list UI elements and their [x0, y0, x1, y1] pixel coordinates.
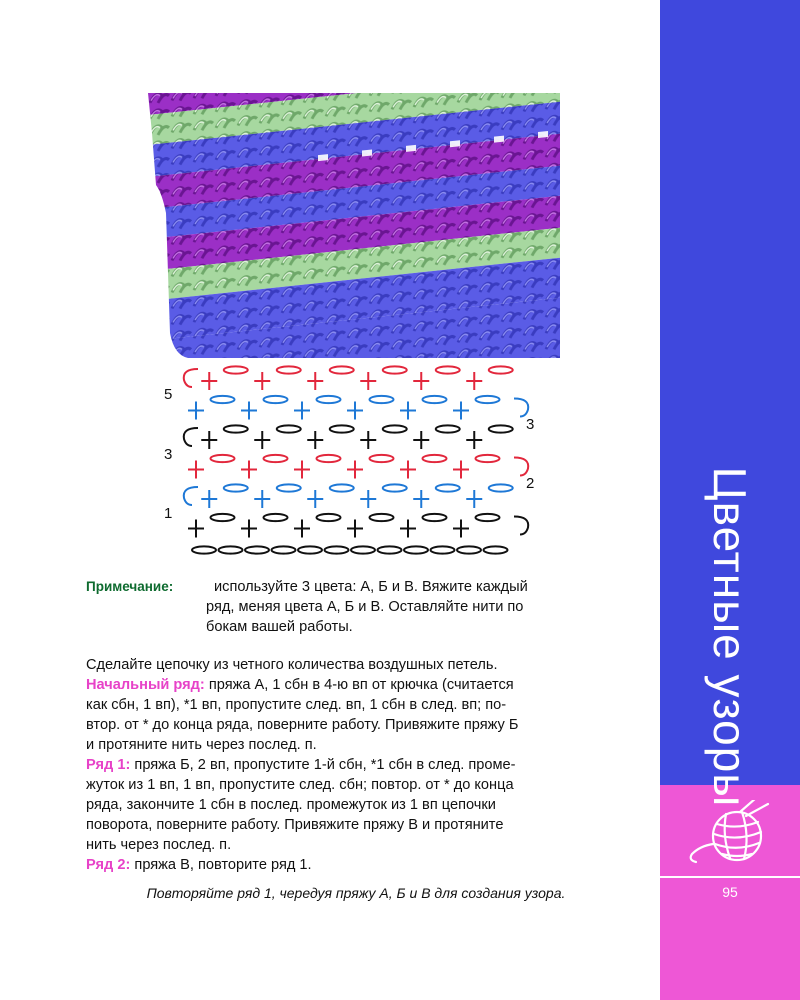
sc-stitch: [360, 490, 376, 508]
chart-label-right-3: 3: [526, 416, 535, 433]
chain-stitch: [264, 514, 288, 521]
sc-stitch: [201, 490, 217, 508]
sc-stitch: [400, 520, 416, 538]
chain-stitch: [476, 455, 500, 462]
chain-stitch: [423, 455, 447, 462]
chain-stitch: [436, 425, 460, 432]
side-band-divider: [660, 876, 800, 878]
row-start: [86, 675, 626, 755]
chain-stitch: [317, 514, 341, 521]
instruction-line: пряжа Б, 2 вп, пропустите 1-й сбн, *1 сбн в след. проме-: [130, 757, 516, 773]
turning-chain: [184, 428, 198, 446]
chart-label-left-3: 3: [164, 446, 173, 463]
chain-stitch: [489, 366, 513, 373]
chain-stitch: [317, 455, 341, 462]
chain-stitch: [370, 514, 394, 521]
sc-stitch: [307, 431, 323, 449]
sc-stitch: [413, 490, 429, 508]
chain-stitch: [277, 484, 301, 491]
sc-stitch: [400, 461, 416, 479]
intro-line: Сделайте цепочку из четного количества воздушных петель.: [86, 657, 498, 673]
chain-stitch: [298, 546, 322, 553]
chain-stitch: [436, 484, 460, 491]
sc-stitch: [241, 402, 257, 420]
chain-stitch: [211, 455, 235, 462]
sc-stitch: [241, 520, 257, 538]
instruction-line: и протяните нить через послед. п.: [86, 737, 317, 753]
note-line: используйте 3 цвета: А, Б и В. Вяжите каждый: [214, 579, 528, 595]
turning-chain: [514, 517, 528, 535]
turning-chain: [514, 458, 528, 476]
chain-stitch: [272, 546, 296, 553]
chain-stitch: [476, 514, 500, 521]
instruction-line: пряжа А, 1 сбн в 4-ю вп от крючка (считается: [204, 677, 514, 693]
note-text: [206, 577, 626, 637]
chain-stitch: [211, 514, 235, 521]
instruction-line: нить через послед. п.: [86, 837, 232, 853]
sc-stitch: [294, 520, 310, 538]
chain-stitch: [370, 396, 394, 403]
note-line: бокам вашей работы.: [206, 619, 353, 635]
sc-stitch: [347, 461, 363, 479]
chain-stitch: [224, 425, 248, 432]
crochet-swatch-photo: [148, 93, 560, 358]
sc-stitch: [466, 431, 482, 449]
instruction-line: поворота, поверните работу. Привяжите пряжу В и протяните: [86, 817, 504, 833]
chain-stitch: [378, 546, 402, 553]
row-2-label: Ряд 2:: [86, 857, 131, 873]
turning-chain: [514, 399, 528, 417]
chain-stitch: [219, 546, 243, 553]
sc-stitch: [466, 372, 482, 390]
chain-stitch: [423, 514, 447, 521]
sc-stitch: [188, 520, 204, 538]
chart-label-left-5: 5: [164, 386, 173, 403]
sc-stitch: [347, 402, 363, 420]
chain-stitch: [457, 546, 481, 553]
instruction-line: жуток из 1 вп, 1 вп, пропустите след. сбн; повтор. от * до конца: [86, 777, 514, 793]
side-band: [660, 0, 800, 1000]
note-line: ряд, меняя цвета А, Б и В. Оставляйте нити по: [206, 599, 524, 615]
chain-stitch: [211, 396, 235, 403]
chain-stitch: [489, 484, 513, 491]
instruction-line: ряда, закончите 1 сбн в послед. промежуток из 1 вп цепочки: [86, 797, 496, 813]
chart-label-left-1: 1: [164, 505, 173, 522]
chain-stitch: [370, 455, 394, 462]
chain-stitch: [383, 366, 407, 373]
sc-stitch: [347, 520, 363, 538]
chart-stitches: [184, 366, 528, 553]
chain-stitch: [489, 425, 513, 432]
sc-stitch: [201, 431, 217, 449]
chain-stitch: [404, 546, 428, 553]
sc-stitch: [201, 372, 217, 390]
chain-stitch: [330, 484, 354, 491]
note-block: [86, 577, 626, 637]
chain-stitch: [431, 546, 455, 553]
sc-stitch: [466, 490, 482, 508]
chain-stitch: [383, 425, 407, 432]
sc-stitch: [360, 372, 376, 390]
sc-stitch: [453, 402, 469, 420]
chain-stitch: [224, 484, 248, 491]
instruction-line: пряжа В, повторите ряд 1.: [130, 857, 312, 873]
chain-stitch: [484, 546, 508, 553]
section-title-area: [660, 0, 800, 808]
sc-stitch: [294, 461, 310, 479]
chain-stitch: [436, 366, 460, 373]
chain-stitch: [192, 546, 216, 553]
sc-stitch: [453, 520, 469, 538]
chain-stitch: [383, 484, 407, 491]
repeat-note: Повторяйте ряд 1, чередуя пряжу А, Б и В для создания узора.: [146, 885, 566, 901]
chain-stitch: [351, 546, 375, 553]
sc-stitch: [413, 372, 429, 390]
row-1-label: Ряд 1:: [86, 757, 131, 773]
row-2: [86, 855, 626, 875]
sc-stitch: [254, 490, 270, 508]
sc-stitch: [307, 490, 323, 508]
chart-label-right-2: 2: [526, 475, 535, 492]
chain-stitch: [264, 396, 288, 403]
sc-stitch: [360, 431, 376, 449]
page-number: 95: [722, 884, 738, 900]
sc-stitch: [413, 431, 429, 449]
sc-stitch: [400, 402, 416, 420]
crochet-chart: [160, 365, 550, 565]
sc-stitch: [254, 372, 270, 390]
chain-stitch: [264, 455, 288, 462]
sc-stitch: [254, 431, 270, 449]
chain-stitch: [317, 396, 341, 403]
sc-stitch: [453, 461, 469, 479]
turning-chain: [184, 369, 198, 387]
row-start-label: Начальный ряд:: [86, 677, 205, 693]
sc-stitch: [307, 372, 323, 390]
instruction-line: втор. от * до конца ряда, поверните работу. Привяжите пряжу Б: [86, 717, 519, 733]
sc-stitch: [188, 402, 204, 420]
sc-stitch: [188, 461, 204, 479]
chain-stitch: [476, 396, 500, 403]
sc-stitch: [294, 402, 310, 420]
section-title: Цветные узоры: [704, 466, 756, 808]
chain-stitch: [277, 366, 301, 373]
chain-stitch: [277, 425, 301, 432]
chain-stitch: [330, 425, 354, 432]
note-label: Примечание:: [86, 579, 174, 594]
row-1: [86, 755, 626, 855]
chain-stitch: [423, 396, 447, 403]
chain-stitch: [330, 366, 354, 373]
instructions: [86, 655, 626, 875]
yarn-ball-icon: [682, 800, 782, 870]
turning-chain: [184, 487, 198, 505]
sc-stitch: [241, 461, 257, 479]
chain-stitch: [245, 546, 269, 553]
chain-stitch: [325, 546, 349, 553]
chain-stitch: [224, 366, 248, 373]
instruction-line: как сбн, 1 вп), *1 вп, пропустите след. вп, 1 сбн в след. вп; по-: [86, 697, 507, 713]
